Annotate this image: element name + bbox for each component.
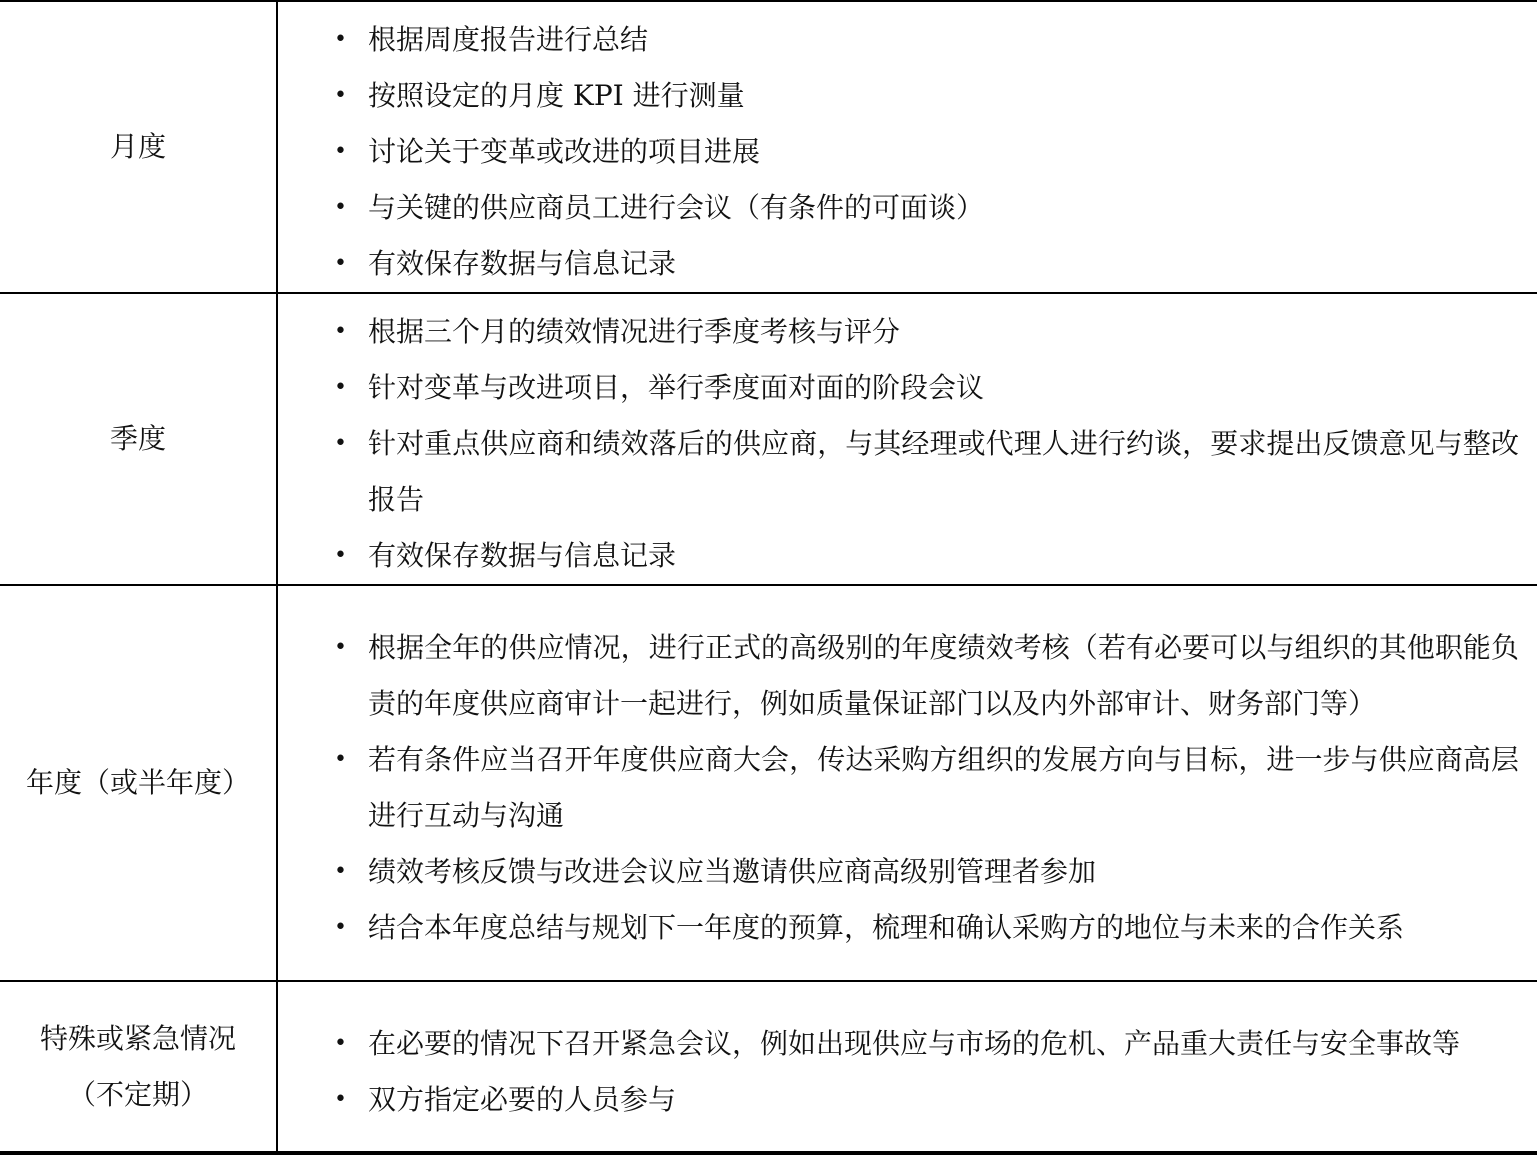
- list-item: [278, 620, 1519, 732]
- period-line: 特殊或紧急情况: [39, 1021, 236, 1055]
- items-cell: [277, 981, 1537, 1153]
- item-text: 若有条件应当召开年度供应商大会，传达采购方组织的发展方向与目标，进一步与供应商高层进行互动与沟通: [368, 743, 1519, 832]
- bullet-icon: •: [334, 83, 347, 108]
- bullet-icon: •: [334, 27, 347, 52]
- list-item: [278, 900, 1519, 956]
- period-cell: 年度（或半年度）: [0, 585, 277, 981]
- item-text: 与关键的供应商员工进行会议（有条件的可面谈）: [368, 191, 985, 224]
- item-text: 有效保存数据与信息记录: [368, 539, 677, 572]
- items-cell: [277, 585, 1537, 981]
- item-list: [278, 2, 1537, 292]
- bullet-icon: •: [334, 747, 347, 772]
- items-cell: [277, 1, 1537, 293]
- item-text: 绩效考核反馈与改进会议应当邀请供应商高级别管理者参加: [368, 855, 1097, 888]
- item-text: 根据全年的供应情况，进行正式的高级别的年度绩效考核（若有必要可以与组织的其他职能负责的年度供应商审计一起进行，例如质量保证部门以及内外部审计、财务部门等）: [368, 631, 1519, 720]
- item-list: [278, 1006, 1537, 1128]
- list-item: [278, 1016, 1519, 1072]
- list-item: [278, 236, 1519, 292]
- list-item: [278, 732, 1519, 844]
- item-text: 结合本年度总结与规划下一年度的预算，梳理和确认采购方的地位与未来的合作关系: [368, 911, 1405, 944]
- list-item: [278, 180, 1519, 236]
- bullet-icon: •: [334, 431, 347, 456]
- bullet-icon: •: [334, 1030, 347, 1056]
- item-text: 针对重点供应商和绩效落后的供应商，与其经理或代理人进行约谈，要求提出反馈意见与整改报告: [368, 427, 1519, 516]
- item-text: 按照设定的月度 KPI 进行测量: [368, 79, 745, 112]
- period-line: （不定期）: [67, 1077, 208, 1111]
- table-row: [0, 981, 1537, 1153]
- bullet-icon: •: [334, 375, 347, 400]
- period-cell: 季度: [0, 293, 277, 585]
- bullet-icon: •: [334, 543, 347, 568]
- list-item: [278, 844, 1519, 900]
- item-text: 双方指定必要的人员参与: [368, 1082, 677, 1116]
- item-list: [278, 294, 1537, 584]
- items-cell: [277, 293, 1537, 585]
- table-row: [0, 293, 1537, 585]
- item-text: 有效保存数据与信息记录: [368, 247, 677, 280]
- list-item: [278, 528, 1519, 584]
- item-text: 在必要的情况下召开紧急会议，例如出现供应与市场的危机、产品重大责任与安全事故等: [368, 1026, 1461, 1060]
- list-item: [278, 416, 1519, 528]
- list-item: [278, 360, 1519, 416]
- bullet-icon: •: [334, 319, 347, 344]
- item-text: 根据三个月的绩效情况进行季度考核与评分: [368, 315, 901, 348]
- list-item: [278, 12, 1519, 68]
- bullet-icon: •: [334, 859, 347, 884]
- item-list: [278, 610, 1537, 956]
- list-item: [278, 1072, 1519, 1128]
- table-row: [0, 1, 1537, 293]
- period-cell: 月度: [0, 1, 277, 293]
- bullet-icon: •: [334, 195, 347, 220]
- list-item: [278, 68, 1519, 124]
- period-cell: [0, 981, 277, 1153]
- item-text: 针对变革与改进项目，举行季度面对面的阶段会议: [368, 371, 985, 404]
- bullet-icon: •: [334, 251, 347, 276]
- bullet-icon: •: [334, 915, 347, 940]
- list-item: [278, 304, 1519, 360]
- bullet-icon: •: [334, 139, 347, 164]
- item-text: 根据周度报告进行总结: [368, 23, 649, 56]
- bullet-icon: •: [334, 1086, 347, 1112]
- bullet-icon: •: [334, 635, 347, 660]
- list-item: [278, 124, 1519, 180]
- item-text: 讨论关于变革或改进的项目进展: [368, 135, 761, 168]
- table-row: [0, 585, 1537, 981]
